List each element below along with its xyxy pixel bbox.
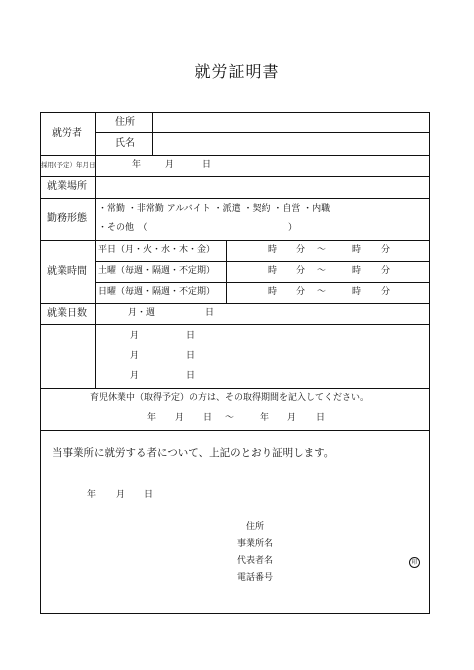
certification-statement: 当事業所に就労する者について、上記のとおり証明します。 (52, 447, 335, 459)
minute-unit: 分 (381, 245, 391, 255)
row-divider (95, 261, 430, 262)
hire-year-unit: 年 (132, 160, 142, 170)
name-label: 氏名 (115, 138, 135, 149)
tilde: ～ (317, 287, 327, 297)
hour-unit: 時 (352, 287, 362, 297)
minute-unit: 分 (381, 266, 391, 276)
leave-day-unit: 日 (316, 413, 326, 423)
cert-day-unit: 日 (144, 490, 154, 500)
minute-unit: 分 (296, 287, 306, 297)
column-divider (226, 240, 227, 303)
workplace-field[interactable] (96, 177, 429, 197)
row-divider (40, 430, 430, 431)
row-divider (95, 282, 430, 283)
row-divider (40, 240, 430, 241)
hour-unit: 時 (352, 245, 362, 255)
minute-unit: 分 (296, 266, 306, 276)
saturday-label[interactable]: 土曜（毎週・隔週・不定期） (98, 266, 216, 276)
address-field[interactable] (153, 113, 429, 132)
row-divider (40, 303, 430, 304)
day-unit: 日 (186, 331, 196, 341)
hours-label: 就業時間 (47, 266, 87, 277)
hour-unit: 時 (352, 266, 362, 276)
seal-icon: 印 (409, 557, 420, 568)
hire-month-unit: 月 (165, 160, 175, 170)
hour-unit: 時 (268, 266, 278, 276)
hour-unit: 時 (268, 287, 278, 297)
hour-unit: 時 (268, 245, 278, 255)
worker-label: 就労者 (52, 128, 82, 139)
month-unit: 月 (130, 371, 140, 381)
leave-month-unit: 月 (175, 413, 185, 423)
workplace-label: 就業場所 (47, 181, 87, 192)
work-type-close-paren: ） (288, 223, 298, 233)
cert-representative-label: 代表者名 (237, 556, 274, 566)
minute-unit: 分 (296, 245, 306, 255)
work-type-options[interactable]: ・常勤 ・非常勤 アルバイト ・派遣 ・契約 ・自営 ・内職 (98, 204, 331, 214)
leave-day-unit: 日 (203, 413, 213, 423)
work-type-label: 勤務形態 (47, 213, 87, 224)
weekday-label[interactable]: 平日（月・火・水・木・金） (98, 245, 216, 255)
workdays-period[interactable]: 月・週 (128, 308, 156, 318)
cert-year-unit: 年 (87, 490, 97, 500)
tilde: ～ (317, 245, 327, 255)
name-field[interactable] (153, 133, 429, 154)
cert-phone-label: 電話番号 (237, 573, 274, 583)
hire-day-unit: 日 (202, 160, 212, 170)
cert-company-label: 事業所名 (237, 539, 274, 549)
leave-note: 育児休業中（取得予定）の方は、その取得期間を記入してください。 (90, 393, 370, 403)
workdays-label: 就業日数 (47, 308, 87, 319)
leave-year-unit: 年 (260, 413, 270, 423)
leave-tilde: ～ (225, 413, 235, 423)
day-unit: 日 (186, 371, 196, 381)
cert-address-label: 住所 (246, 522, 265, 532)
month-unit: 月 (130, 351, 140, 361)
month-unit: 月 (130, 331, 140, 341)
minute-unit: 分 (381, 287, 391, 297)
leave-month-unit: 月 (287, 413, 297, 423)
row-divider (40, 155, 430, 156)
leave-year-unit: 年 (147, 413, 157, 423)
document-title: 就労証明書 (194, 62, 280, 81)
tilde: ～ (317, 266, 327, 276)
hire-date-label: 採用(予定）年月日 (41, 161, 96, 169)
day-unit: 日 (186, 351, 196, 361)
column-divider (95, 112, 96, 388)
row-divider (40, 388, 430, 389)
work-type-other[interactable]: ・その他 （ (98, 223, 148, 233)
cert-month-unit: 月 (116, 490, 126, 500)
workdays-day-unit: 日 (205, 308, 215, 318)
row-divider (40, 324, 430, 325)
row-divider (40, 198, 430, 199)
address-label: 住所 (115, 117, 135, 128)
sunday-label[interactable]: 日曜（毎週・隔週・不定期） (98, 287, 216, 297)
